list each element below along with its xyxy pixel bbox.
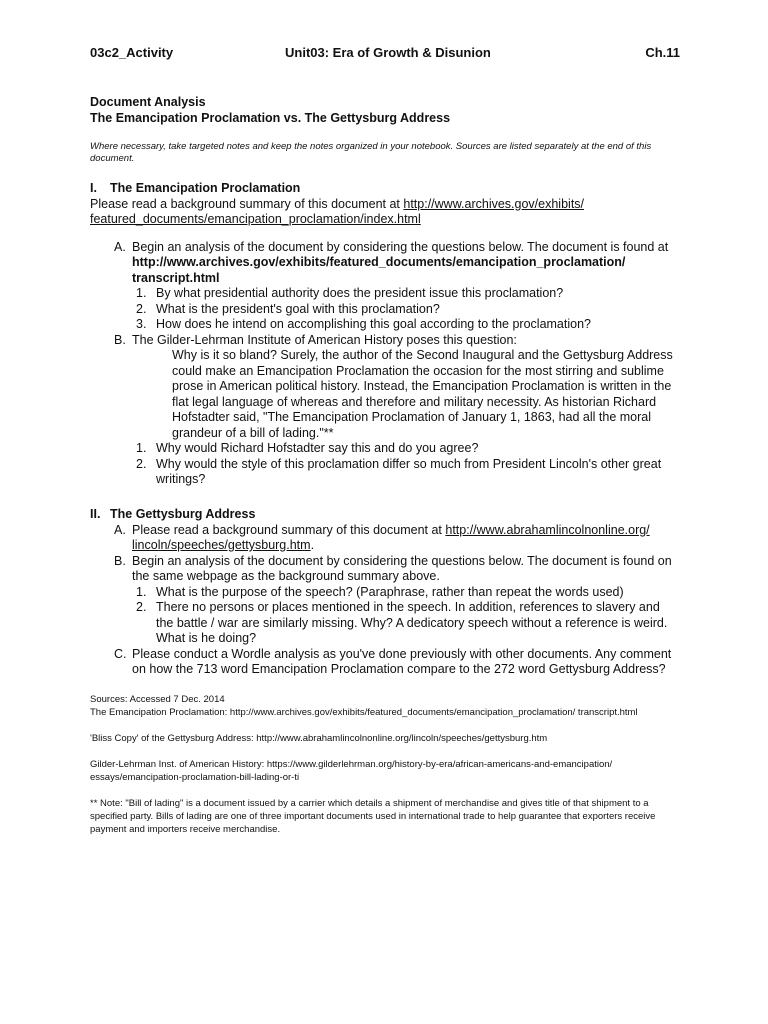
page-header — [90, 45, 680, 65]
question-text: How does he intend on accomplishing this goal according to the proclamation? — [156, 317, 591, 331]
document-title — [90, 94, 450, 126]
section-2-heading — [90, 507, 680, 523]
archives-summary-link-1[interactable]: http://www.archives.gov/exhibits/ — [403, 196, 585, 211]
section-1-title: The Emancipation Proclamation — [110, 181, 301, 195]
item-b-text: The Gilder-Lehrman Institute of American History poses this question: — [132, 332, 517, 347]
question-text: There no persons or places mentioned in the speech. In addition, references to slavery and the battle / war are similarly missing. Why? A dedicatory speech without a reference is weird. What is he doing? — [156, 600, 668, 645]
item-a-end: . — [310, 538, 315, 552]
question-number: 1. — [136, 286, 147, 300]
header-unit-title: Unit03: Era of Growth & Disunion — [285, 45, 491, 60]
question-text: Why would the style of this proclamation differ so much from President Lincoln's other great writings? — [156, 456, 662, 486]
section-2-item-b — [90, 554, 680, 585]
item-b-text: Begin an analysis of the document by considering the questions below. The document is found on the same webpage as the background summary above. — [132, 553, 672, 583]
section-1-lead-text: Please read a background summary of this document at — [90, 196, 404, 211]
section-1-item-b — [90, 333, 680, 349]
lincoln-online-link-1[interactable]: http://www.abrahamlincolnonline.org/ — [445, 522, 650, 537]
item-a-marker: A. — [114, 522, 126, 537]
bill-of-lading-note: ** Note: "Bill of lading" is a document issued by a carrier which details a shipment of merchandise and gives title of that shipment to a specified party. Bills of lading are one of three important documents used in international trade to help guarantee that exporters receive payment and importers receive merchandise. — [90, 798, 656, 835]
section-emancipation — [90, 181, 680, 488]
question-number: 3. — [136, 317, 147, 331]
section-2-title: The Gettysburg Address — [110, 507, 256, 521]
item-a-text: Please read a background summary of this document at — [132, 522, 446, 537]
question-number: 2. — [136, 301, 147, 316]
item-a-marker: A. — [114, 239, 126, 254]
transcript-url-1[interactable]: http://www.archives.gov/exhibits/featured_documents/emancipation_proclamation/ — [132, 255, 626, 269]
section-1-lead — [90, 197, 680, 228]
sources-heading: Sources: Accessed 7 Dec. 2014 — [90, 694, 225, 705]
source-gilder-lehrman: Gilder-Lehrman Inst. of American History: https://www.gilderlehrman.org/history-by-era/african-americans-and-emancipation/ essays/emancipation-proclamation-bill-lading-or-ti — [90, 759, 613, 783]
transcript-url-2[interactable]: transcript.html — [132, 270, 220, 285]
item-c-text: Please conduct a Wordle analysis as you've done previously with other documents. Any comment on how the 713 word Emancipation Proclamation compare to the 272 word Gettysburg Address? — [132, 646, 672, 676]
header-activity-code: 03c2_Activity — [90, 45, 174, 60]
lincoln-online-link-2[interactable]: lincoln/speeches/gettysburg.htm — [132, 538, 311, 552]
question-number: 1. — [136, 441, 147, 455]
section-1-item-a — [90, 240, 680, 287]
question-item — [90, 302, 680, 318]
question-item — [90, 457, 680, 488]
header-chapter: Ch.11 — [645, 45, 680, 60]
question-text: By what presidential authority does the president issue this proclamation? — [156, 286, 564, 300]
item-a-text: Begin an analysis of the document by considering the questions below. The document is found at — [132, 239, 669, 254]
archives-summary-link-2[interactable]: featured_documents/emancipation_proclamation/index.html — [90, 212, 421, 226]
item-b-marker: B. — [114, 332, 126, 347]
question-number: 2. — [136, 600, 147, 614]
section-2-number: II. — [90, 507, 101, 521]
question-text: Why would Richard Hofstadter say this and do you agree? — [156, 441, 479, 455]
intro-instructions: Where necessary, take targeted notes and keep the notes organized in your notebook. Sources are listed separately at the end of this document. — [90, 141, 652, 164]
sources-block — [90, 693, 680, 849]
title-line-2: The Emancipation Proclamation vs. The Gettysburg Address — [90, 111, 451, 125]
question-item — [90, 441, 680, 457]
question-text: What is the president's goal with this proclamation? — [156, 301, 440, 316]
gilder-lehrman-quote: Why is it so bland? Surely, the author of the Second Inaugural and the Gettysburg Address could make an Emancipation Proclamation the occasion for the most stirring and sublime prose in American political history. Instead, the Emancipation Proclamation is written in the flat legal language of whereas and therefore and military necessity. As historian Richard Hofstadter said, "The Emancipation Proclamation of January 1, 1863, had all the moral grandeur of a bill of lading."** — [172, 348, 673, 440]
item-c-marker: C. — [114, 646, 127, 661]
section-1-number: I. — [90, 181, 97, 195]
question-number: 1. — [136, 584, 147, 599]
question-item — [90, 585, 680, 601]
question-item — [90, 286, 680, 302]
section-gettysburg — [90, 507, 680, 678]
section-2-item-c — [90, 647, 680, 678]
section-1-heading — [90, 181, 680, 197]
question-item — [90, 600, 680, 647]
title-line-1: Document Analysis — [90, 95, 206, 109]
question-text: What is the purpose of the speech? (Paraphrase, rather than repeat the words used) — [156, 584, 624, 599]
question-number: 2. — [136, 456, 147, 471]
item-b-marker: B. — [114, 553, 126, 568]
source-gettysburg: 'Bliss Copy' of the Gettysburg Address: http://www.abrahamlincolnonline.org/lincoln/speeches/gettysburg.htm — [90, 733, 548, 744]
source-emancipation: The Emancipation Proclamation: http://www.archives.gov/exhibits/featured_documents/emancipation_proclamation/ transcript.html — [90, 707, 638, 718]
section-2-item-a — [90, 523, 680, 554]
question-item — [90, 317, 680, 333]
